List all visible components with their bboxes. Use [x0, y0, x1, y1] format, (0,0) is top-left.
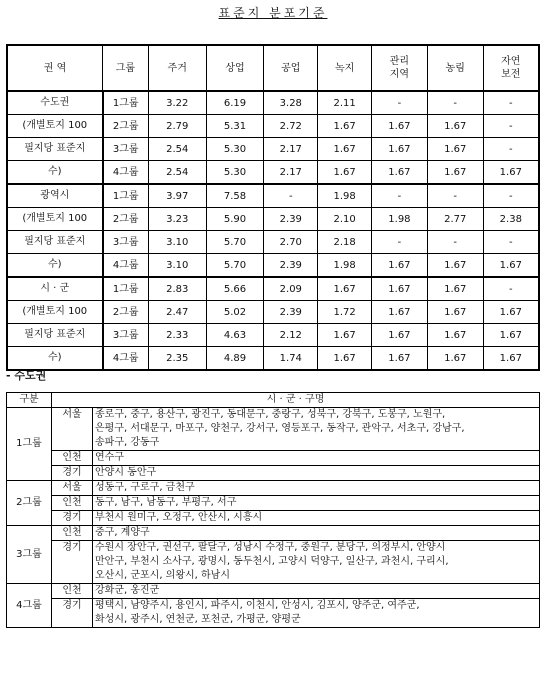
column-header: 주거 — [148, 45, 206, 91]
district-list — [93, 599, 540, 628]
district-list — [93, 496, 540, 511]
value-cell: 1.67 — [427, 115, 483, 138]
value-cell: 2.09 — [264, 277, 318, 301]
value-cell: 5.30 — [206, 138, 264, 161]
value-cell: 2.33 — [148, 324, 206, 347]
table-row — [7, 347, 539, 371]
group-cell: 1그룹 — [103, 184, 149, 208]
value-cell: 2.77 — [427, 208, 483, 231]
value-cell: 5.70 — [206, 231, 264, 254]
city-name: 서울 — [52, 481, 93, 496]
value-cell: - — [483, 91, 539, 115]
value-cell: 2.12 — [264, 324, 318, 347]
value-cell: 1.67 — [372, 161, 428, 185]
region-label: 시 · 군 — [40, 283, 70, 294]
table-row — [7, 584, 540, 599]
value-cell: 3.97 — [148, 184, 206, 208]
region-label: 광역시 — [40, 190, 70, 201]
table-row — [7, 481, 540, 496]
district-line: 평택시, 남양주시, 용인시, 파주시, 이천시, 안성시, 김포시, 양주군, 여주군, — [95, 600, 420, 611]
value-cell: 1.67 — [372, 301, 428, 324]
district-line: 중구, 계양구 — [95, 527, 150, 538]
region-label: 수도권 — [40, 97, 70, 108]
table-row — [7, 496, 540, 511]
value-cell: 2.54 — [148, 138, 206, 161]
value-cell: 5.31 — [206, 115, 264, 138]
value-cell: 1.67 — [318, 324, 372, 347]
value-cell: 1.67 — [427, 138, 483, 161]
value-cell: 1.67 — [427, 347, 483, 371]
district-line: 안양시 동안구 — [95, 467, 157, 478]
district-groups-table — [6, 392, 540, 628]
city-name: 경기 — [52, 599, 93, 628]
value-cell: - — [264, 184, 318, 208]
value-cell: - — [483, 115, 539, 138]
column-header: 구분 — [7, 393, 52, 408]
value-cell: 1.72 — [318, 301, 372, 324]
table-row — [7, 161, 539, 185]
distribution-criteria-table — [6, 44, 540, 371]
value-cell: 1.67 — [372, 347, 428, 371]
city-name: 인천 — [52, 526, 93, 541]
value-cell: 2.18 — [318, 231, 372, 254]
value-cell: 1.98 — [318, 184, 372, 208]
group-name: 2그룹 — [7, 481, 52, 526]
group-cell: 2그룹 — [103, 115, 149, 138]
value-cell: 1.67 — [483, 301, 539, 324]
region-cell — [7, 208, 103, 231]
group-name: 1그룹 — [7, 408, 52, 481]
value-cell: 1.67 — [318, 347, 372, 371]
value-cell: 1.67 — [483, 347, 539, 371]
value-cell: 1.67 — [483, 324, 539, 347]
value-cell: 5.70 — [206, 254, 264, 278]
value-cell: 5.30 — [206, 161, 264, 185]
district-line: 연수구 — [95, 452, 124, 463]
value-cell: 2.17 — [264, 161, 318, 185]
district-list — [93, 481, 540, 496]
value-cell: 2.39 — [264, 301, 318, 324]
region-cell — [7, 277, 103, 301]
district-line: 은평구, 서대문구, 마포구, 양천구, 강서구, 영등포구, 동작구, 관악구, 서초구, 강남구, — [95, 423, 465, 434]
district-line: 수원시 장안구, 권선구, 팔달구, 성남시 수정구, 중원구, 분당구, 의정부시, 안양시 — [95, 542, 446, 553]
district-list — [93, 451, 540, 466]
region-label: (개별토지 100 — [22, 120, 88, 131]
column-header: 공업 — [264, 45, 318, 91]
table-row — [7, 408, 540, 451]
column-header: 녹지 — [318, 45, 372, 91]
table-row — [7, 138, 539, 161]
district-list — [93, 466, 540, 481]
table-row — [7, 301, 539, 324]
district-line: 오산시, 군포시, 의왕시, 하남시 — [95, 570, 230, 581]
column-header: 그룹 — [103, 45, 149, 91]
value-cell: 1.67 — [427, 324, 483, 347]
group-cell: 4그룹 — [103, 161, 149, 185]
region-label: 수) — [47, 259, 62, 270]
group-cell: 4그룹 — [103, 254, 149, 278]
value-cell: 1.67 — [372, 324, 428, 347]
district-list — [93, 526, 540, 541]
region-label: 수) — [47, 166, 62, 177]
column-header: 권 역 — [7, 45, 103, 91]
group-cell: 2그룹 — [103, 208, 149, 231]
value-cell: 2.17 — [264, 138, 318, 161]
value-cell: 1.67 — [372, 254, 428, 278]
page-title: 표준지 분포기준 — [218, 6, 328, 20]
value-cell: 1.67 — [372, 115, 428, 138]
table-row — [7, 277, 539, 301]
table-row — [7, 91, 539, 115]
district-line: 동구, 남구, 남동구, 부평구, 서구 — [95, 497, 237, 508]
value-cell: 5.90 — [206, 208, 264, 231]
value-cell: 2.83 — [148, 277, 206, 301]
value-cell: 6.19 — [206, 91, 264, 115]
column-header: 관리 지역 — [372, 45, 428, 91]
table-row — [7, 511, 540, 526]
district-line: 부천시 원미구, 오정구, 안산시, 시흥시 — [95, 512, 263, 523]
column-header: 상업 — [206, 45, 264, 91]
group-cell: 3그룹 — [103, 231, 149, 254]
value-cell: 3.10 — [148, 231, 206, 254]
region-label: 필지당 표준지 — [24, 236, 86, 247]
group-cell: 2그룹 — [103, 301, 149, 324]
value-cell: 2.39 — [264, 208, 318, 231]
group-cell: 4그룹 — [103, 347, 149, 371]
district-line: 성동구, 구로구, 금천구 — [95, 482, 195, 493]
city-name: 경기 — [52, 466, 93, 481]
district-list — [93, 584, 540, 599]
table-row — [7, 526, 540, 541]
section-title: - 수도권 — [6, 369, 47, 382]
region-cell — [7, 301, 103, 324]
value-cell: 1.67 — [318, 161, 372, 185]
group-cell: 1그룹 — [103, 91, 149, 115]
value-cell: 2.38 — [483, 208, 539, 231]
region-cell — [7, 138, 103, 161]
value-cell: - — [483, 277, 539, 301]
value-cell: 1.67 — [427, 254, 483, 278]
group-cell: 1그룹 — [103, 277, 149, 301]
value-cell: 2.72 — [264, 115, 318, 138]
value-cell: 1.67 — [318, 115, 372, 138]
value-cell: - — [483, 231, 539, 254]
table-row — [7, 115, 539, 138]
value-cell: 2.79 — [148, 115, 206, 138]
value-cell: 3.22 — [148, 91, 206, 115]
value-cell: 7.58 — [206, 184, 264, 208]
value-cell: - — [427, 184, 483, 208]
city-name: 인천 — [52, 584, 93, 599]
value-cell: 1.74 — [264, 347, 318, 371]
city-name: 인천 — [52, 496, 93, 511]
region-cell — [7, 161, 103, 185]
table-row — [7, 541, 540, 584]
city-name: 경기 — [52, 541, 93, 584]
value-cell: - — [427, 231, 483, 254]
value-cell: 5.66 — [206, 277, 264, 301]
region-label: (개별토지 100 — [22, 213, 88, 224]
value-cell: 5.02 — [206, 301, 264, 324]
district-list — [93, 408, 540, 451]
value-cell: 2.47 — [148, 301, 206, 324]
table-row — [7, 254, 539, 278]
value-cell: 2.39 — [264, 254, 318, 278]
region-cell — [7, 91, 103, 115]
value-cell: 1.67 — [372, 138, 428, 161]
value-cell: 2.10 — [318, 208, 372, 231]
column-header: 농림 — [427, 45, 483, 91]
city-name: 서울 — [52, 408, 93, 451]
value-cell: 1.67 — [427, 161, 483, 185]
value-cell: - — [427, 91, 483, 115]
value-cell: 3.10 — [148, 254, 206, 278]
value-cell: - — [372, 184, 428, 208]
value-cell: 3.23 — [148, 208, 206, 231]
value-cell: 1.67 — [483, 161, 539, 185]
table-row — [7, 466, 540, 481]
value-cell: 1.67 — [427, 277, 483, 301]
value-cell: 4.63 — [206, 324, 264, 347]
value-cell: 2.35 — [148, 347, 206, 371]
table-row — [7, 451, 540, 466]
value-cell: 3.28 — [264, 91, 318, 115]
value-cell: - — [483, 184, 539, 208]
group-name: 3그룹 — [7, 526, 52, 584]
table-row — [7, 184, 539, 208]
district-list — [93, 541, 540, 584]
region-cell — [7, 184, 103, 208]
value-cell: 2.70 — [264, 231, 318, 254]
city-name: 경기 — [52, 511, 93, 526]
region-cell — [7, 254, 103, 278]
value-cell: 1.98 — [318, 254, 372, 278]
region-cell — [7, 115, 103, 138]
table-row — [7, 599, 540, 628]
district-line: 화성시, 광주시, 연천군, 포천군, 가평군, 양평군 — [95, 614, 301, 625]
table-row — [7, 324, 539, 347]
column-header: 자연 보전 — [483, 45, 539, 91]
value-cell: 2.54 — [148, 161, 206, 185]
district-line: 만안구, 부천시 소사구, 광명시, 동두천시, 고양시 덕양구, 일산구, 과천시, 구리시, — [95, 556, 449, 567]
table-row — [7, 231, 539, 254]
group-cell: 3그룹 — [103, 324, 149, 347]
district-list — [93, 511, 540, 526]
value-cell: 2.11 — [318, 91, 372, 115]
value-cell: 1.67 — [318, 277, 372, 301]
value-cell: - — [372, 231, 428, 254]
value-cell: 1.67 — [483, 254, 539, 278]
column-header: 시 · 군 · 구명 — [52, 393, 540, 408]
value-cell: - — [372, 91, 428, 115]
region-label: (개별토지 100 — [22, 306, 88, 317]
region-label: 필지당 표준지 — [24, 329, 86, 340]
value-cell: 4.89 — [206, 347, 264, 371]
value-cell: 1.67 — [427, 301, 483, 324]
district-line: 송파구, 강동구 — [95, 437, 160, 448]
district-line: 강화군, 옹진군 — [95, 585, 160, 596]
region-label: 필지당 표준지 — [24, 143, 86, 154]
group-name: 4그룹 — [7, 584, 52, 628]
value-cell: 1.67 — [372, 277, 428, 301]
region-label: 수) — [47, 352, 62, 363]
city-name: 인천 — [52, 451, 93, 466]
value-cell: 1.98 — [372, 208, 428, 231]
value-cell: - — [483, 138, 539, 161]
region-cell — [7, 324, 103, 347]
table-row — [7, 208, 539, 231]
district-line: 종로구, 중구, 용산구, 광진구, 동대문구, 중랑구, 성북구, 강북구, 도봉구, 노원구, — [95, 409, 446, 420]
region-cell — [7, 231, 103, 254]
group-cell: 3그룹 — [103, 138, 149, 161]
value-cell: 1.67 — [318, 138, 372, 161]
